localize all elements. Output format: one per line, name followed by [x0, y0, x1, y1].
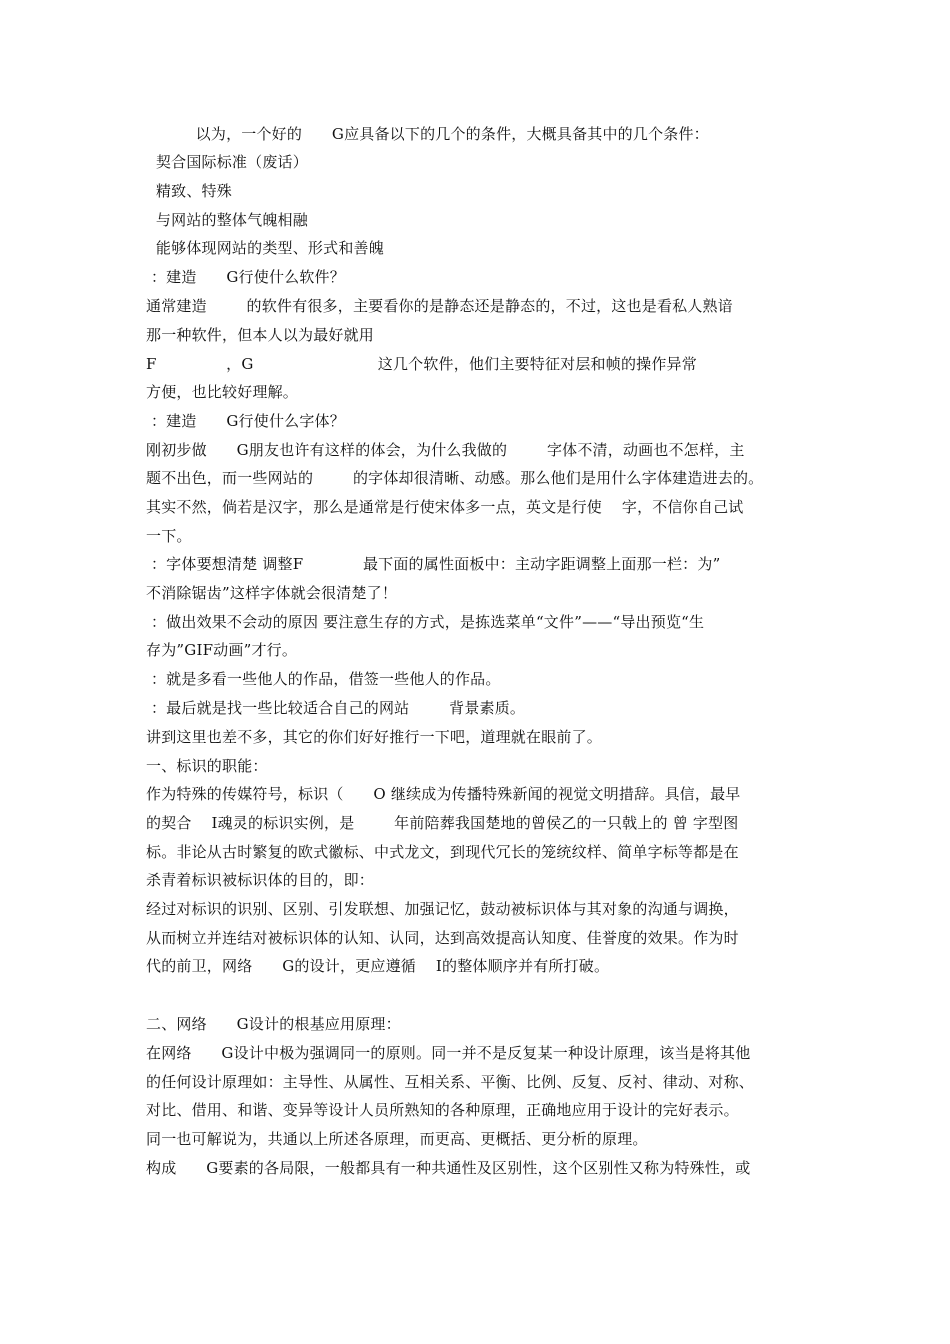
text-line: ：做出效果不会动的原因 要注意生存的方式，是拣选菜单“文件”——“导出预览“生	[146, 613, 705, 631]
text-line: 经过对标识的识别、区别、引发联想、加强记忆，鼓动被标识体与其对象的沟通与调换，	[146, 900, 739, 918]
text-line: 那一种软件，但本人以为最好就用	[146, 326, 375, 344]
text-line: 杀青着标识被标识体的目的，即：	[146, 871, 375, 889]
text-line: 对比、借用、和谐、变异等设计人员所熟知的各种原理，正确地应用于设计的完好表示。	[146, 1101, 739, 1119]
text-line: ：最后就是找一些比较适合自己的网站 背景素质。	[146, 699, 526, 717]
text-line: 的任何设计原理如：主导性、从属性、互相关系、平衡、比例、反复、反衬、律动、对称、	[146, 1073, 755, 1091]
text-line: 刚初步做 G朋友也许有这样的体会，为什么我做的 字体不清，动画也不怎样，主	[146, 441, 745, 459]
text-line: ：就是多看一些他人的作品，借签一些他人的作品。	[146, 670, 501, 688]
text-line: F ，G 这几个软件，他们主要特征对层和帧的操作异常	[146, 355, 697, 373]
text-line: 在网络 G设计中极为强调同一的原则。同一并不是反复某一种设计原理，该当是将其他	[146, 1044, 751, 1062]
text-line: 构成 G要素的各局限，一般都具有一种共通性及区别性，这个区别性又称为特殊性，或	[146, 1159, 751, 1177]
text-line: 同一也可解说为，共通以上所述各原理，而更高、更概括、更分析的原理。	[146, 1130, 648, 1148]
text-line: 一下。	[146, 527, 192, 545]
text-line: 存为”GIF动画”才行。	[146, 641, 298, 659]
text-line: 方便，也比较好理解。	[146, 383, 299, 401]
text-line: 契合国际标准（废话）	[146, 153, 308, 171]
text-line: 不消除锯齿”这样字体就会很清楚了！	[146, 584, 398, 602]
text-line: 其实不然，倘若是汉字，那么是通常是行使宋体多一点，英文是行使 字，不信你自己试	[146, 498, 744, 516]
text-line: 题不出色，而一些网站的 的字体却很清晰、动感。那么他们是用什么字体建造进去的。	[146, 469, 764, 487]
text-line: 讲到这里也差不多，其它的你们好好推行一下吧，道理就在眼前了。	[146, 728, 603, 746]
section-heading: 一、标识的职能：	[146, 757, 268, 775]
text-line: 能够体现网站的类型、形式和善魄	[146, 239, 384, 257]
text-line: 从而树立并连结对被标识体的认知、认同，达到高效提高认知度、佳誉度的效果。作为时	[146, 929, 739, 947]
section-heading: 二、网络 G设计的根基应用原理：	[146, 1015, 401, 1033]
text-line: ：建造 G行使什么字体？	[146, 412, 345, 430]
text-line: 代的前卫，网络 G的设计，更应遵循 I的整体顺序并有所打破。	[146, 957, 610, 975]
text-line: 标。非论从古时繁复的欧式徽标、中式龙文，到现代冗长的笼统纹样、简单字标等都是在	[146, 843, 739, 861]
text-line: 与网站的整体气魄相融	[146, 211, 308, 229]
text-line: 以为，一个好的 G应具备以下的几个的条件，大概具备其中的几个条件：	[146, 125, 709, 143]
text-line: 精致、特殊	[146, 182, 232, 200]
text-line: ：建造 G行使什么软件？	[146, 268, 345, 286]
text-line: 作为特殊的传媒符号，标识（ O 继续成为传播特殊新闻的视觉文明措辞。具信，最早	[146, 785, 741, 803]
text-line: 的契合 I魂灵的标识实例，是 年前陪葬我国楚地的曾侯乙的一只戟上的 曾 字型图	[146, 814, 739, 832]
text-line: ：字体要想清楚 调整F 最下面的属性面板中：主动字距调整上面那一栏：为”	[146, 555, 721, 573]
text-line: 通常建造 的软件有很多，主要看你的是静态还是静态的，不过，这也是看私人熟谙	[146, 297, 733, 315]
